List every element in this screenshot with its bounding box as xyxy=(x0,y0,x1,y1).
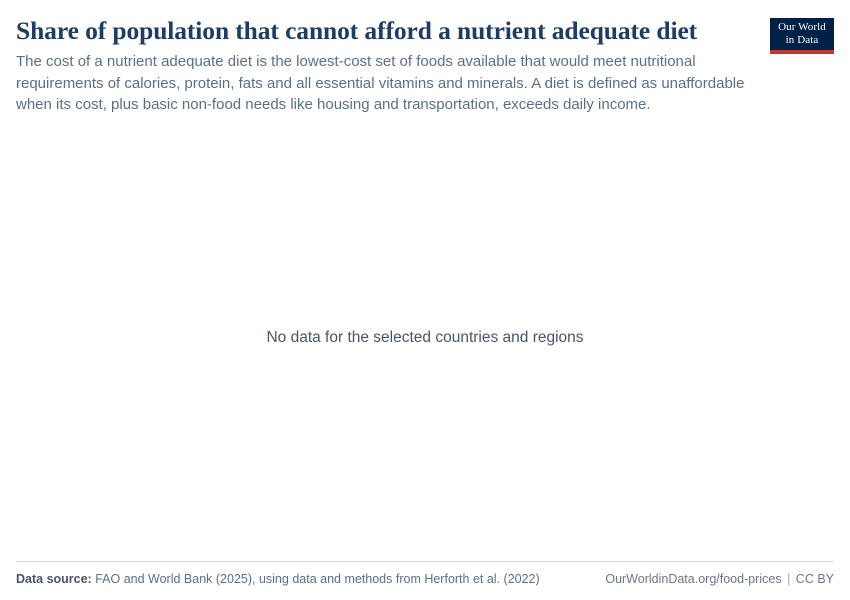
footer-separator: | xyxy=(787,572,791,586)
owid-logo-line2: in Data xyxy=(785,34,819,46)
chart-header xyxy=(16,16,834,115)
plot-area xyxy=(16,115,834,561)
license-link[interactable]: CC BY xyxy=(795,572,834,586)
no-data-message: No data for the selected countries and regions xyxy=(266,329,584,347)
chart-footer xyxy=(16,561,834,600)
site-link[interactable]: OurWorldinData.org/food-prices xyxy=(605,572,782,586)
footer-links xyxy=(605,572,834,586)
data-source-label: Data source: xyxy=(16,572,92,586)
data-source xyxy=(16,572,540,586)
owid-logo[interactable] xyxy=(770,18,834,54)
chart-header-text xyxy=(16,16,762,115)
chart-subtitle: The cost of a nutrient adequate diet is the lowest-cost set of foods available that would meet nutritional requirements of calories, protein, fats and all essential vitamins and minerals. A diet is defined as unaffordable when its cost, plus basic non-food needs like housing and transportation, exceeds daily income. xyxy=(16,53,745,113)
page-title: Share of population that cannot afford a nutrient adequate diet xyxy=(16,16,698,45)
owid-logo-line1: Our World xyxy=(778,21,826,34)
data-source-text: FAO and World Bank (2025), using data and methods from Herforth et al. (2022) xyxy=(95,572,540,586)
